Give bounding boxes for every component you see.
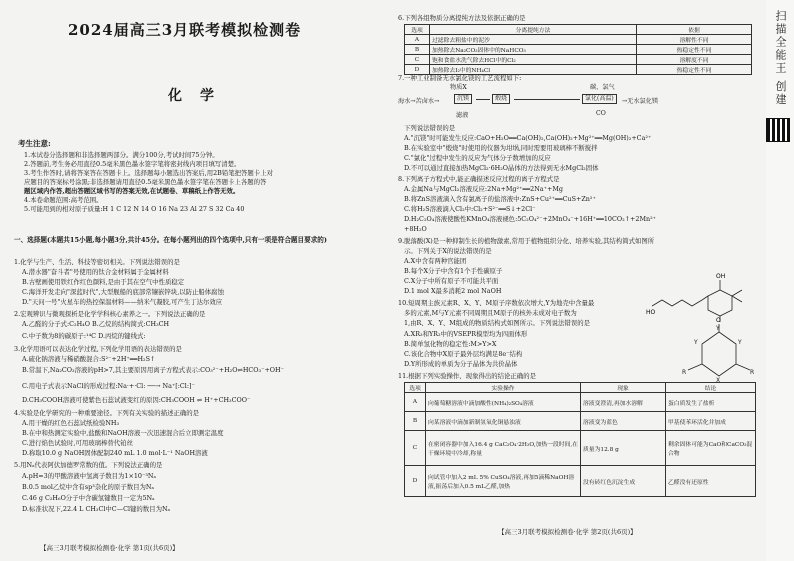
table-cell: B [405, 45, 430, 55]
option-line: B.将ZnS溶液滴入含有氯离子的盐溶液中:ZnS+Cu²⁺══CuS+Zn²⁺ [404, 195, 596, 203]
table-row [405, 55, 752, 65]
subject-title: 化学 [168, 88, 232, 104]
svg-text:OH: OH [716, 273, 726, 280]
q11-table [404, 382, 756, 497]
flow-box-precipitate: 沉镁 [454, 94, 472, 104]
flow-product: →无水氯化镁 [622, 98, 659, 105]
table-cell: 依据 [637, 25, 752, 35]
right-column [398, 0, 764, 561]
table-cell: 质量为12.8 g [581, 431, 666, 466]
table-cell: 没有砖红色沉淀生成 [581, 466, 666, 497]
question-line: 6.下列各组物质分离提纯方法及依据正确的是 [398, 14, 526, 22]
option-line: A.pH=3的甲酸溶液中氢离子数目为1×10⁻³Nₐ [22, 472, 156, 480]
table-cell: 结论 [666, 383, 756, 393]
question-line: 3.化学用语可以表达化学过程,下列化学用语的表达错误的是 [14, 345, 182, 353]
svg-text:Y: Y [694, 339, 698, 346]
option-line: C.中子数为8的碳原子:¹⁴C D.丙烷的键线式: [22, 332, 146, 340]
flow-arrow [476, 99, 490, 100]
table-cell: 加热除去Na₂CO₃固体中的NaHCO₃ [430, 45, 637, 55]
option-line: +8H₂O [404, 225, 427, 233]
option-line: B.在实验室中"煅烧"时使用的仪器为坩埚,同时需要用玻璃棒不断搅拌 [404, 144, 598, 152]
table-cell: A [405, 393, 426, 412]
option-line: B.简单氢化物的稳定性:M>Y>X [404, 340, 497, 348]
question-line: 示。下列关于X的说法错误的是 [404, 247, 492, 255]
question-line: 10.短周期主族元素R、X、Y、M原子序数依次增大,Y为地壳中含量最 [398, 299, 595, 307]
table-cell: 向葡萄糖溶液中滴加酸性(NH₄)₂SO₄溶液 [426, 393, 581, 412]
option-line: A.潜水器"奋斗者"号使用的钛合金材料属于金属材料 [22, 268, 169, 276]
option-line: B.每个X分子中含有1个手性碳原子 [404, 267, 503, 275]
table-cell: 过滤除去粗盐中的泥沙 [430, 35, 637, 45]
note-line: 2.答题前,考生务必用直径0.5毫米黑色墨水签字笔将密封线内项目填写清楚。 [24, 160, 241, 168]
option-line: C.该化合物中X原子最外层均满足8e⁻结构 [404, 350, 523, 358]
section-heading: 一、选择题(本题共15小题,每小题3分,共计45分。在每小题列出的四个选项中,只有一项是符合题目要求的) [14, 236, 328, 244]
table-cell: 甲基使苯环活化并加成 [666, 412, 756, 431]
question-line: 2.宏观辨识与微观探析是化学学科核心素养之一。下列说法正确的是 [14, 310, 206, 318]
question-line: 9.脱落酸(X)是一种抑制生长的植物激素,常用于植物组织分化、培养实验,其结构简式如图所 [398, 237, 655, 245]
table-cell: 饱和食盐水洗气除去HCl中的Cl₂ [430, 55, 637, 65]
option-line: C.X分子中所有原子不可能共平面 [404, 277, 499, 285]
table-cell: 乙醛没有还原性 [666, 466, 756, 497]
question-line: 多的元素,M与Y元素不同周期且M原子的核外未成对电子数为 [404, 309, 577, 317]
table-cell: 溶解性不同 [637, 35, 752, 45]
qr-code-icon [766, 118, 790, 142]
question-line: 8.下列离子方程式中,能正确描述反应过程的离子方程式是 [398, 175, 560, 183]
svg-text:Y: Y [738, 339, 742, 346]
table-header-row [405, 383, 756, 393]
note-line: 应题目的答案标号涂黑;非选择题请用直径0.5毫米黑色墨水签字笔在答题卡上各题的答 [24, 178, 267, 186]
flow-start: 海水→苦卤水→ [398, 98, 440, 105]
option-line: A.用干燥的红色石蕊试纸检验NH₃ [22, 419, 120, 427]
flow-label-coke: 碳、氯气 [590, 84, 615, 91]
exam-title: 2024届高三3月联考模拟检测卷 [68, 21, 302, 39]
question-line: 11.根据下列实验操作、现象得出的结论正确的是 [398, 372, 536, 380]
table-cell: 溶液变为蓝色 [581, 412, 666, 431]
option-line: C.用电子式表示NaCl的形成过程:Na·+·Cl: ──→ Na⁺[:Cl:]⁻ [22, 382, 195, 390]
question-line: 7.一种工业制备无水氯化镁的工艺流程如下: [398, 74, 522, 82]
abscisic-acid-structure [646, 262, 758, 324]
option-line: A.乙醛的分子式:C₂H₄O B.乙烷的结构简式:CH₃CH [22, 320, 170, 328]
flow-co: CO [596, 110, 606, 117]
svg-text:Y: Y [716, 325, 720, 332]
option-line: C.46 g C₂H₆O分子中含碳氢键数目一定为5Nₐ [22, 494, 155, 502]
note-line: 3.考生作答时,请将答案答在答题卡上。选择题每小题选出答案后,用2B铅笔把答题卡上对 [24, 169, 273, 177]
option-line: B.古壁画使用铁红作红色颜料,是由于其在空气中性质稳定 [22, 278, 185, 286]
option-line: D.标准状况下,22.4 L CH₃Cl中C—Cl键的数目为Nₐ [22, 505, 171, 513]
table-row [405, 431, 756, 466]
option-line: A."沉镁"时可能发生反应:CaO+H₂O══Ca(OH)₂,Ca(OH)₂+Mg²⁺══Mg(OH)₂+Ca²⁺ [404, 134, 652, 142]
note-line: 题区域内作答,超出答题区域书写的答案无效,在试题卷、草稿纸上作答无效。 [24, 187, 240, 195]
svg-text:R: R [682, 369, 687, 376]
table-cell: 溶解度不同 [637, 55, 752, 65]
table-cell: 实验操作 [426, 383, 581, 393]
table-row [405, 466, 756, 497]
svg-text:HO: HO [646, 309, 656, 316]
flow-filtrate: 滤液 [456, 112, 469, 119]
flow-box-chlorinate: 氯化(高温) [582, 94, 617, 104]
question-line: 5.用Nₐ代表阿伏加德罗常数的值。下列说法正确的是 [14, 461, 163, 469]
compound-structure [678, 322, 760, 384]
option-line: D.1 mol X最多消耗2 mol NaOH [404, 287, 502, 295]
table-row [405, 65, 752, 75]
notes-heading: 考生注意: [18, 139, 51, 148]
option-line: D.CH₃COOH溶液可使紫色石蕊试液变红的原因:CH₃COOH ⇌ H⁺+CH₃COO⁻ [22, 396, 251, 404]
left-column [10, 0, 390, 561]
table-cell: C [405, 431, 426, 466]
note-line: 4.本卷命题范围:高考范围。 [24, 196, 103, 204]
table-cell: D [405, 466, 426, 497]
table-cell: 溶液变澄清,再加水溶解 [581, 393, 666, 412]
table-cell: C [405, 55, 430, 65]
table-row [405, 412, 756, 431]
option-line: C.进行焰色试验时,可用玻璃棒替代铂丝 [22, 439, 133, 447]
table-cell: 蛋白质发生了盐析 [666, 393, 756, 412]
note-line: 1.本试卷分选择题和非选择题两部分。满分100分,考试时间75分钟。 [24, 151, 219, 159]
question-line: 1,由R、X、Y、M组成的物质结构式如图所示。下列说法错误的是 [404, 319, 590, 327]
note-line: 5.可能用到的相对原子质量:H 1 C 12 N 14 O 16 Na 23 Al 27 S 32 Ca 40 [24, 205, 245, 213]
flow-label-x: 物质X [450, 84, 467, 91]
table-row [405, 35, 752, 45]
table-cell: 在密闭容器中加入16.4 g CaC₂O₄·2H₂O,加热一段时间,在干燥环境中冷却,称量 [426, 431, 581, 466]
table-cell: 加热除去I₂中的NH₄Cl [430, 65, 637, 75]
table-cell: 热稳定性不同 [637, 65, 752, 75]
option-line: D.称取10.0 g NaOH固体配制240 mL 1.0 mol·L⁻¹ NaOH溶液 [22, 449, 208, 457]
option-line: C."氯化"过程中发生的反应为气体分子数增加的反应 [404, 154, 551, 162]
question-line: 1.化学与生产、生活、科技等密切相关。下列说法错误的是 [14, 258, 180, 266]
table-cell: 选项 [405, 25, 430, 35]
table-cell: 向试管中加入2 mL 5% CuSO₄溶液,再加5滴稀NaOH溶液,振荡后加入0.5 mL乙醛,加热 [426, 466, 581, 497]
q6-table [404, 24, 752, 75]
option-line: D."天问一号"火星车的热控保温材料——纳米气凝胶,可产生丁达尔效应 [22, 298, 223, 306]
table-cell: D [405, 65, 430, 75]
table-cell: 选项 [405, 383, 426, 393]
option-line: B.常温下,Na₂CO₃溶液的pH>7,其主要原因用离子方程式表示:CO₃²⁻+H₂O⇌HCO₃⁻+OH⁻ [22, 366, 284, 374]
table-row [405, 393, 756, 412]
table-cell: 剩余固体可能为CaO和CaCO₃混合物 [666, 431, 756, 466]
flow-arrow [514, 99, 580, 100]
option-line: A.X中含有两种官能团 [404, 257, 467, 265]
question-line: 4.实验是化学研究的一种重要途径。下列有关实验的描述正确的是 [14, 409, 200, 417]
table-cell: A [405, 35, 430, 45]
scanner-watermark-strip [766, 0, 794, 561]
watermark-text: 扫描全能王 创建 [774, 10, 787, 107]
svg-text:R: R [750, 369, 755, 376]
option-line: D.H₂C₂O₄溶液使酸性KMnO₄溶液褪色:5C₂O₄²⁻+2MnO₄⁻+16H⁺══10CO₂↑+2Mn²⁺ [404, 215, 657, 223]
option-line: A.XR₃和YR₂中的VSEPR模型均为四面体形 [404, 330, 528, 338]
table-cell: 现象 [581, 383, 666, 393]
option-line: B.0.5 mol乙烷中含有sp³杂化的原子数目为Nₐ [22, 483, 154, 491]
question-line: 下列说法错误的是 [404, 124, 456, 132]
page-footer: 【高三3月联考模拟检测卷·化学 第2页(共6页)】 [498, 528, 637, 536]
table-cell: 向某溶液中滴加新制氢氧化铜悬浊液 [426, 412, 581, 431]
option-line: C.将H₂S溶液滴入Cl₂中:Cl₂+S²⁻══S↓+2Cl⁻ [404, 205, 536, 213]
page-footer: 【高三3月联考模拟检测卷·化学 第1页(共6页)】 [40, 544, 179, 552]
option-line: D.不可以通过直接加热MgCl₂·6H₂O晶体的方法得到无水MgCl₂固体 [404, 164, 599, 172]
option-line: B.在中和热测定实验中,盐酸和NaOH溶液一次迅速混合后立即测定温度 [22, 429, 224, 437]
svg-text:X: X [716, 377, 721, 384]
table-cell: B [405, 412, 426, 431]
option-line: D.Y所形成的单质为分子晶体为共价晶体 [404, 360, 518, 368]
option-line: A.硫化钠溶液与稀硝酸混合:S²⁻+2H⁺══H₂S↑ [22, 355, 156, 363]
table-cell: 分离提纯方法 [430, 25, 637, 35]
table-cell: 热稳定性不同 [637, 45, 752, 55]
svg-text:O: O [716, 317, 721, 324]
table-row [405, 45, 752, 55]
flow-box-calcine: 煅烧 [492, 94, 510, 104]
option-line: C.海洋开发走向"深蓝时代",大型舰船的底部常镶嵌锌块,以防止船体腐蚀 [22, 288, 224, 296]
table-header-row [405, 25, 752, 35]
option-line: A.金属Na与MgCl₂溶液反应:2Na+Mg²⁺══2Na⁺+Mg [404, 185, 563, 193]
